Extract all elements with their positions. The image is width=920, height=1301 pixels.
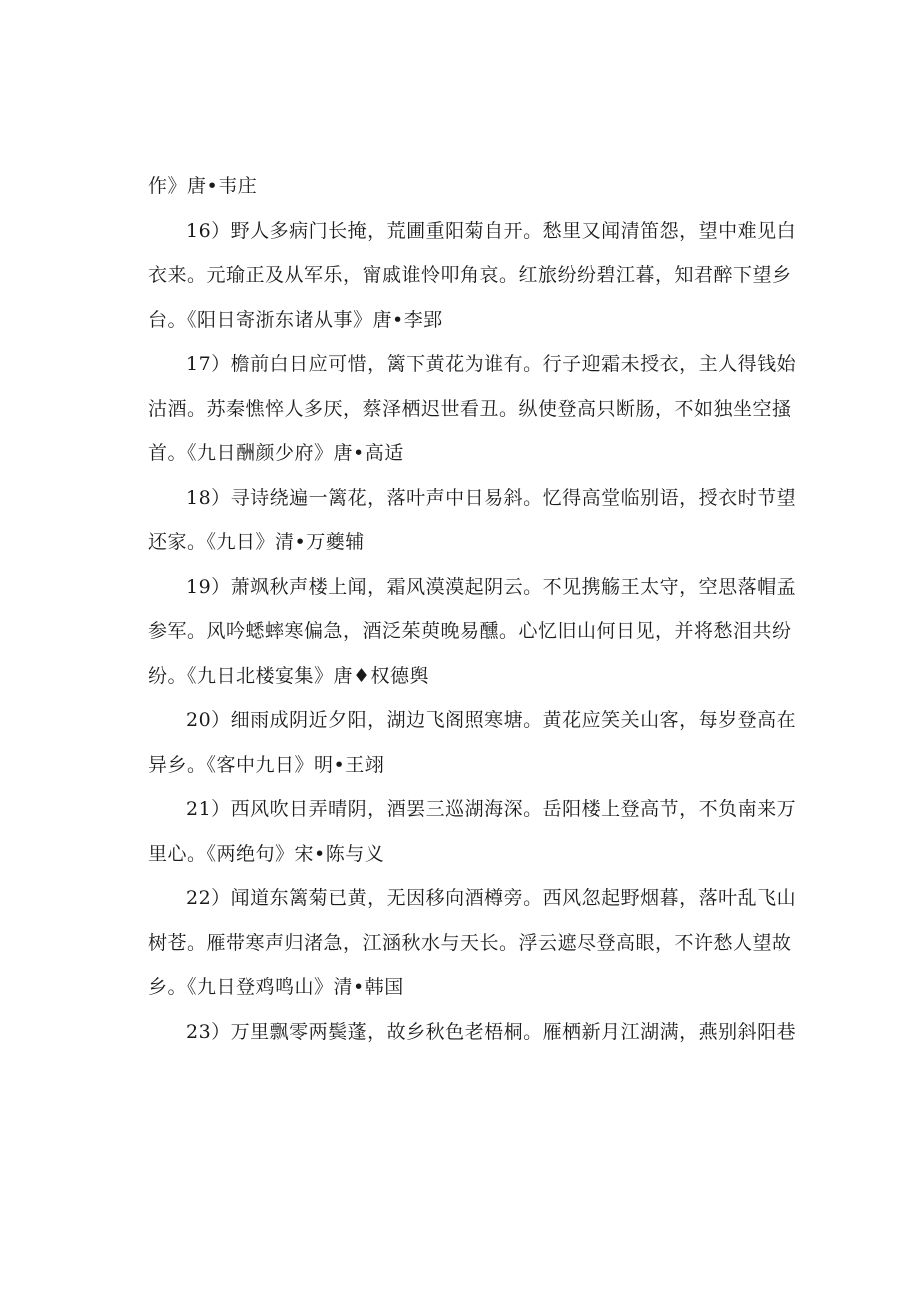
text-line: 衣来。元瑜正及从军乐，甯戚谁怜叩角哀。红旅纷纷碧江暮，知君醉下望乡 [148,264,792,286]
text-line: 18）寻诗绕遍一篱花，落叶声中日易斜。忆得高堂临别语，授衣时节望 [186,486,797,509]
text-line: 作》唐•韦庄 [148,175,258,197]
text-line: 21）西风吹日弄晴阴，酒罢三巡湖海深。岳阳楼上登高节，不负南来万 [186,798,797,820]
text-line: 首。《九日酬颜少府》唐•高适 [148,442,404,464]
text-line: 树苍。雁带寒声归渚急，江涵秋水与天长。浮云遮尽登高眼，不许愁人望故 [148,931,792,954]
text-line: 还家。《九日》清•万夔辅 [148,531,365,553]
text-line: 异乡。《客中九日》明•王翊 [148,753,385,776]
text-line: 沽酒。苏秦憔悴人多厌，蔡泽栖迟世看丑。纵使登高只断肠，不如独坐空搔 [148,397,792,420]
text-line: 16）野人多病门长掩，荒圃重阳菊自开。愁里又闻清笛怨，望中难见白 [186,219,797,242]
text-line: 20）细雨成阴近夕阳，湖边飞阁照寒塘。黄花应笑关山客，每岁登高在 [186,709,797,731]
text-line: 乡。《九日登鸡鸣山》清•韩国 [148,976,404,998]
text-line: 17）檐前白日应可惜，篱下黄花为谁有。行子迎霜未授衣，主人得钱始 [186,353,797,375]
text-line: 22）闻道东篱菊已黄，无因移向酒樽旁。西风忽起野烟暮，落叶乱飞山 [186,887,797,909]
text-line: 台。《阳日寄浙东诸从事》唐•李郢 [148,308,443,331]
poem-text-block [148,164,797,1054]
text-line: 参军。风吟蟋蟀寒偏急，酒泛茱萸晚易醺。心忆旧山何日见，并将愁泪共纷 [148,620,792,642]
text-line: 23）万里飘零两鬓蓬，故乡秋色老梧桐。雁栖新月江湖满，燕别斜阳巷 [186,1020,797,1043]
text-line: 纷。《九日北楼宴集》唐♦权德舆 [148,664,430,687]
text-line: 19）萧飒秋声楼上闻，霜风漠漠起阴云。不见携觞王太守，空思落帽孟 [186,575,797,598]
text-line: 里心。《两绝句》宋•陈与义 [148,842,385,865]
